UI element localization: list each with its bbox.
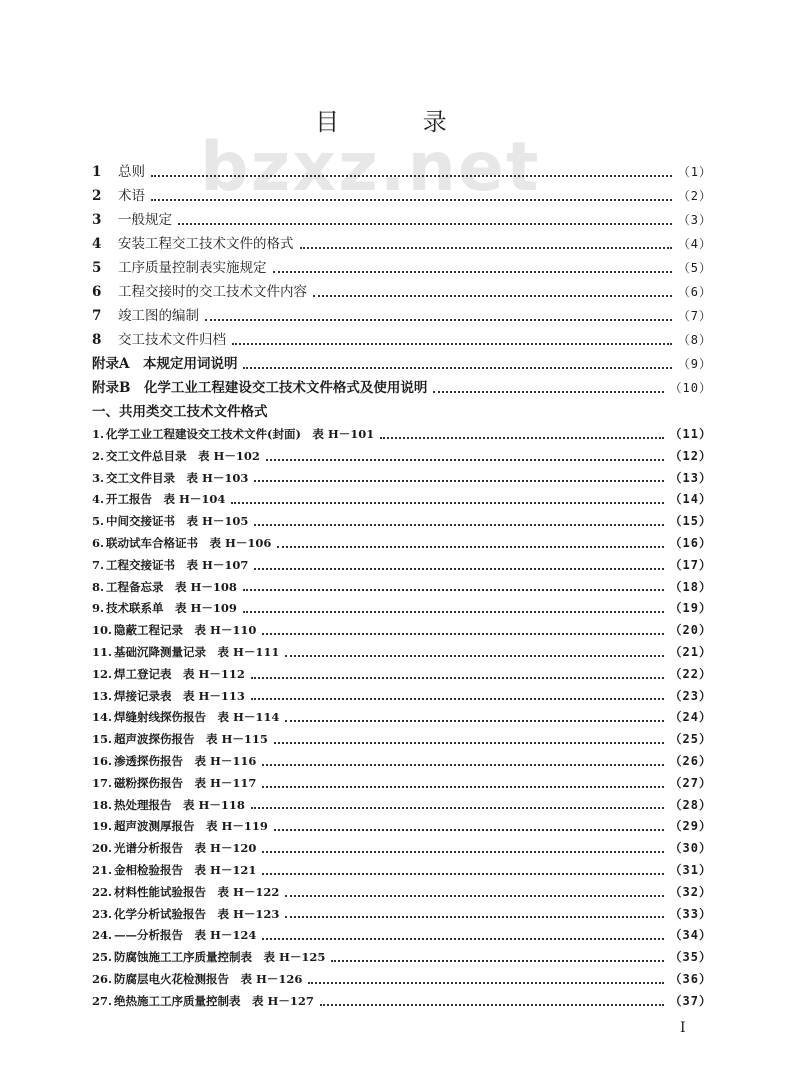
leader-dots <box>251 698 664 700</box>
form-number: 25. <box>92 950 113 965</box>
form-page: （18） <box>669 579 712 594</box>
form-title: 基础沉降测量记录 表 H－111 <box>114 644 280 659</box>
toc-appendix[interactable] <box>92 376 712 400</box>
leader-dots <box>254 568 663 570</box>
entry-page: （1） <box>677 165 712 179</box>
form-number: 1. <box>92 427 105 441</box>
leader-dots <box>251 677 664 679</box>
form-page: （12） <box>669 448 712 463</box>
form-number: 9. <box>92 601 105 616</box>
leader-dots <box>151 175 672 177</box>
leader-dots <box>243 367 671 369</box>
leader-dots <box>285 916 663 918</box>
leader-dots <box>273 271 672 273</box>
form-number: 15. <box>92 732 113 747</box>
form-number: 4. <box>92 492 105 507</box>
toc-form-entry[interactable] <box>92 446 712 468</box>
toc-form-entry[interactable] <box>92 838 712 860</box>
form-number: 3. <box>92 470 105 485</box>
form-title: 交工文件目录 表 H－103 <box>106 470 249 485</box>
form-title: 中间交接证书 表 H－105 <box>106 514 249 529</box>
form-number: 12. <box>92 666 113 681</box>
entry-title: 安装工程交工技术文件的格式 <box>118 236 294 252</box>
leader-dots <box>262 764 663 766</box>
toc-form-entry[interactable] <box>92 969 712 991</box>
toc-form-entry[interactable] <box>92 664 712 686</box>
form-title: 渗透探伤报告 表 H－116 <box>114 753 257 768</box>
form-title: 隐蔽工程记录 表 H－110 <box>114 623 257 638</box>
page-number: I <box>680 1020 686 1036</box>
leader-dots <box>313 295 672 297</box>
form-title: 光谱分析报告 表 H－120 <box>114 841 257 856</box>
form-number: 18. <box>92 797 113 812</box>
form-page: （34） <box>669 928 712 943</box>
toc-form-entry[interactable] <box>92 925 712 947</box>
leader-dots <box>262 786 663 788</box>
toc-form-entry[interactable] <box>92 577 712 599</box>
form-number: 21. <box>92 862 113 877</box>
form-number: 11. <box>92 644 113 659</box>
entry-number: 6 <box>92 284 102 300</box>
toc-form-entry[interactable] <box>92 729 712 751</box>
form-number: 22. <box>92 884 113 899</box>
leader-dots <box>231 502 663 504</box>
form-title: 超声波测厚报告 表 H－119 <box>114 819 268 834</box>
leader-dots <box>274 829 664 831</box>
entry-title: 工程交接时的交工技术文件内容 <box>118 284 307 300</box>
form-page: （16） <box>669 535 712 550</box>
leader-dots <box>331 960 663 962</box>
page-title: 目 录 <box>315 108 485 136</box>
form-number: 19. <box>92 819 113 834</box>
form-number: 7. <box>92 557 105 572</box>
form-title: 工程备忘录 表 H－108 <box>106 579 237 594</box>
toc-form-entry[interactable] <box>92 882 712 904</box>
section-heading-text: 一、共用类交工技术文件格式 <box>92 404 268 420</box>
section-heading <box>92 400 712 424</box>
toc-form-entry[interactable] <box>92 707 712 729</box>
leader-dots <box>254 524 663 526</box>
form-title: 化学分析试验报告 表 H－123 <box>114 906 280 921</box>
form-number: 24. <box>92 928 113 943</box>
toc-form-entry[interactable] <box>92 642 712 664</box>
form-title: 焊缝射线探伤报告 表 H－114 <box>114 710 280 725</box>
leader-dots <box>254 480 663 482</box>
toc-form-entry[interactable] <box>92 555 712 577</box>
form-title: 焊工登记表 表 H－112 <box>114 666 245 681</box>
leader-dots <box>262 873 663 875</box>
leader-dots <box>205 319 672 321</box>
table-of-contents <box>92 160 712 1013</box>
appendix-page: （9） <box>677 357 712 371</box>
form-page: （35） <box>669 950 712 965</box>
leader-dots <box>285 895 663 897</box>
form-title: 技术联系单 表 H－109 <box>106 601 237 616</box>
form-page: （21） <box>669 644 712 659</box>
form-number: 27. <box>92 993 113 1008</box>
form-number: 6. <box>92 535 105 550</box>
form-title: 防腐层电火花检测报告 表 H－126 <box>114 971 303 986</box>
form-title: 交工文件总目录 表 H－102 <box>106 448 260 463</box>
form-page: （14） <box>669 492 712 507</box>
form-title: 防腐蚀施工工序质量控制表 表 H－125 <box>114 950 326 965</box>
toc-entry[interactable] <box>92 256 712 280</box>
toc-form-entry[interactable] <box>92 991 712 1013</box>
leader-dots <box>151 199 672 201</box>
entry-number: 2 <box>92 188 102 204</box>
toc-form-entry[interactable] <box>92 860 712 882</box>
toc-form-entry[interactable] <box>92 816 712 838</box>
entry-page: （2） <box>677 189 712 203</box>
leader-dots <box>262 633 663 635</box>
form-page: （30） <box>669 841 712 856</box>
form-page: （24） <box>669 710 712 725</box>
entry-number: 1 <box>92 164 102 180</box>
form-page: （37） <box>669 993 712 1008</box>
form-title: 热处理报告 表 H－118 <box>114 797 245 812</box>
form-page: （32） <box>669 884 712 899</box>
form-number: 5. <box>92 514 105 529</box>
form-title: 工程交接证书 表 H－107 <box>106 557 249 572</box>
form-page: （17） <box>669 557 712 572</box>
entry-page: （4） <box>677 237 712 251</box>
entry-page: （6） <box>677 285 712 299</box>
form-number: 10. <box>92 623 113 638</box>
entry-page: （3） <box>677 213 712 227</box>
form-title: 超声波探伤报告 表 H－115 <box>114 732 268 747</box>
toc-entry[interactable] <box>92 208 712 232</box>
leader-dots <box>178 223 672 225</box>
appendix-page: （10） <box>669 381 712 395</box>
leader-dots <box>243 611 664 613</box>
entry-title: 总则 <box>118 164 145 180</box>
leader-dots <box>243 589 664 591</box>
form-title: 化学工业工程建设交工技术文件(封面) 表 H－101 <box>106 427 375 441</box>
form-page: （20） <box>669 623 712 638</box>
form-page: （28） <box>669 797 712 812</box>
toc-form-entry[interactable] <box>92 424 712 446</box>
appendix-title: 附录B 化学工业工程建设交工技术文件格式及使用说明 <box>92 380 428 396</box>
entry-number: 8 <box>92 332 102 348</box>
form-title: 焊接记录表 表 H－113 <box>114 688 245 703</box>
entry-title: 竣工图的编制 <box>118 308 199 324</box>
form-page: （25） <box>669 732 712 747</box>
form-page: （19） <box>669 601 712 616</box>
toc-form-entry[interactable] <box>92 468 712 490</box>
form-number: 23. <box>92 906 113 921</box>
leader-dots <box>277 546 663 548</box>
form-number: 16. <box>92 753 113 768</box>
leader-dots <box>251 807 664 809</box>
toc-entry[interactable] <box>92 328 712 352</box>
form-number: 20. <box>92 841 113 856</box>
leader-dots <box>433 391 663 393</box>
entry-title: 术语 <box>118 188 145 204</box>
toc-entry[interactable] <box>92 232 712 256</box>
entry-page: （5） <box>677 261 712 275</box>
leader-dots <box>285 720 663 722</box>
form-number: 2. <box>92 448 105 463</box>
form-page: （26） <box>669 753 712 768</box>
toc-entry[interactable] <box>92 304 712 328</box>
form-page: （11） <box>669 427 712 441</box>
toc-form-entry[interactable] <box>92 511 712 533</box>
toc-form-entry[interactable] <box>92 533 712 555</box>
leader-dots <box>232 343 672 345</box>
leader-dots <box>300 247 672 249</box>
leader-dots <box>320 1004 664 1006</box>
entry-number: 4 <box>92 236 102 252</box>
form-page: （29） <box>669 819 712 834</box>
form-number: 13. <box>92 688 113 703</box>
entry-title: 交工技术文件归档 <box>118 332 226 348</box>
toc-form-entry[interactable] <box>92 773 712 795</box>
form-page: （36） <box>669 971 712 986</box>
form-number: 17. <box>92 775 113 790</box>
entry-page: （8） <box>677 333 712 347</box>
appendix-title: 附录A 本规定用词说明 <box>92 356 238 372</box>
toc-form-entry[interactable] <box>92 620 712 642</box>
form-title: 联动试车合格证书 表 H－106 <box>106 535 272 550</box>
leader-dots <box>308 982 663 984</box>
form-title: 绝热施工工序质量控制表 表 H－127 <box>114 993 314 1008</box>
toc-entry[interactable] <box>92 184 712 208</box>
entry-number: 5 <box>92 260 102 276</box>
toc-entry[interactable] <box>92 280 712 304</box>
leader-dots <box>285 655 663 657</box>
leader-dots <box>380 437 663 439</box>
entry-page: （7） <box>677 309 712 323</box>
form-title: 金相检验报告 表 H－121 <box>114 862 257 877</box>
form-number: 14. <box>92 710 113 725</box>
toc-form-entry[interactable] <box>92 686 712 708</box>
form-page: （27） <box>669 775 712 790</box>
toc-form-entry[interactable] <box>92 489 712 511</box>
form-title: ——分析报告 表 H－124 <box>114 928 257 943</box>
entry-title: 工序质量控制表实施规定 <box>118 260 267 276</box>
form-number: 8. <box>92 579 105 594</box>
form-page: （13） <box>669 470 712 485</box>
leader-dots <box>262 938 663 940</box>
toc-appendix[interactable] <box>92 352 712 376</box>
watermark: bzxz.net <box>200 128 541 207</box>
form-page: （33） <box>669 906 712 921</box>
form-page: （15） <box>669 514 712 529</box>
leader-dots <box>262 851 663 853</box>
toc-form-entry[interactable] <box>92 598 712 620</box>
form-title: 磁粉探伤报告 表 H－117 <box>114 775 257 790</box>
toc-form-entry[interactable] <box>92 947 712 969</box>
toc-form-entry[interactable] <box>92 795 712 817</box>
form-title: 材料性能试验报告 表 H－122 <box>114 884 280 899</box>
entry-number: 7 <box>92 308 102 324</box>
toc-form-entry[interactable] <box>92 751 712 773</box>
leader-dots <box>274 742 664 744</box>
form-page: （22） <box>669 666 712 681</box>
form-page: （31） <box>669 862 712 877</box>
toc-entry[interactable] <box>92 160 712 184</box>
toc-form-entry[interactable] <box>92 904 712 926</box>
form-number: 26. <box>92 971 113 986</box>
form-title: 开工报告 表 H－104 <box>106 492 226 507</box>
entry-number: 3 <box>92 212 102 228</box>
entry-title: 一般规定 <box>118 212 172 228</box>
leader-dots <box>266 459 664 461</box>
form-page: （23） <box>669 688 712 703</box>
